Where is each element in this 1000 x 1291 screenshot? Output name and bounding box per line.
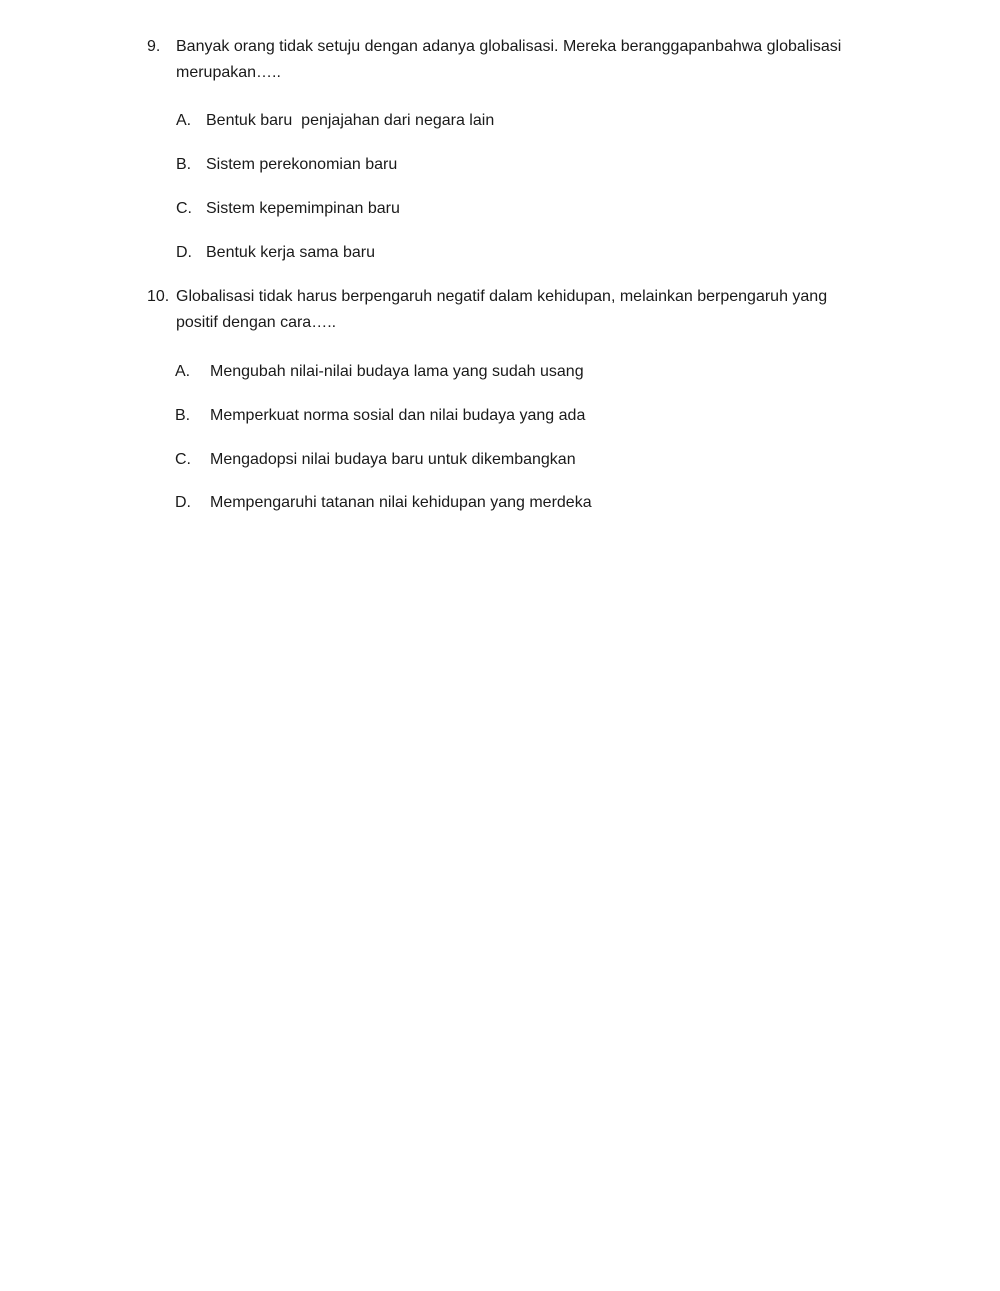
option-b bbox=[175, 405, 585, 427]
question-text: Globalisasi tidak harus berpengaruh negatif dalam kehidupan, melainkan berpengaruh yang positif dengan cara….. bbox=[176, 288, 832, 331]
question-number: 9. bbox=[147, 38, 161, 55]
question-number: 10. bbox=[147, 288, 170, 305]
option-letter: C. bbox=[176, 200, 192, 217]
option-d bbox=[175, 492, 592, 514]
option-text: Sistem perekonomian baru bbox=[206, 156, 398, 173]
option-letter: D. bbox=[176, 244, 192, 261]
option-letter: A. bbox=[175, 363, 191, 380]
option-a bbox=[176, 110, 494, 132]
option-text: Mengubah nilai-nilai budaya lama yang sudah usang bbox=[210, 363, 584, 380]
option-text: Memperkuat norma sosial dan nilai budaya yang ada bbox=[210, 407, 586, 424]
option-text: Mengadopsi nilai budaya baru untuk dikembangkan bbox=[210, 451, 576, 468]
option-text: Sistem kepemimpinan baru bbox=[206, 200, 400, 217]
option-text: Bentuk kerja sama baru bbox=[206, 244, 375, 261]
option-letter: B. bbox=[176, 156, 192, 173]
option-d bbox=[176, 242, 375, 264]
question-9 bbox=[147, 34, 867, 86]
option-a bbox=[175, 361, 584, 383]
option-text: Mempengaruhi tatanan nilai kehidupan yang merdeka bbox=[210, 494, 592, 511]
question-text: Banyak orang tidak setuju dengan adanya globalisasi. Mereka beranggapanbahwa globalisasi merupakan….. bbox=[176, 38, 846, 81]
option-c bbox=[175, 449, 576, 471]
option-c bbox=[176, 198, 400, 220]
option-text: Bentuk baru penjajahan dari negara lain bbox=[206, 112, 495, 129]
option-b bbox=[176, 154, 397, 176]
option-letter: B. bbox=[175, 407, 191, 424]
option-letter: D. bbox=[175, 494, 191, 511]
option-letter: A. bbox=[176, 112, 192, 129]
question-10 bbox=[147, 284, 867, 336]
option-letter: C. bbox=[175, 451, 191, 468]
